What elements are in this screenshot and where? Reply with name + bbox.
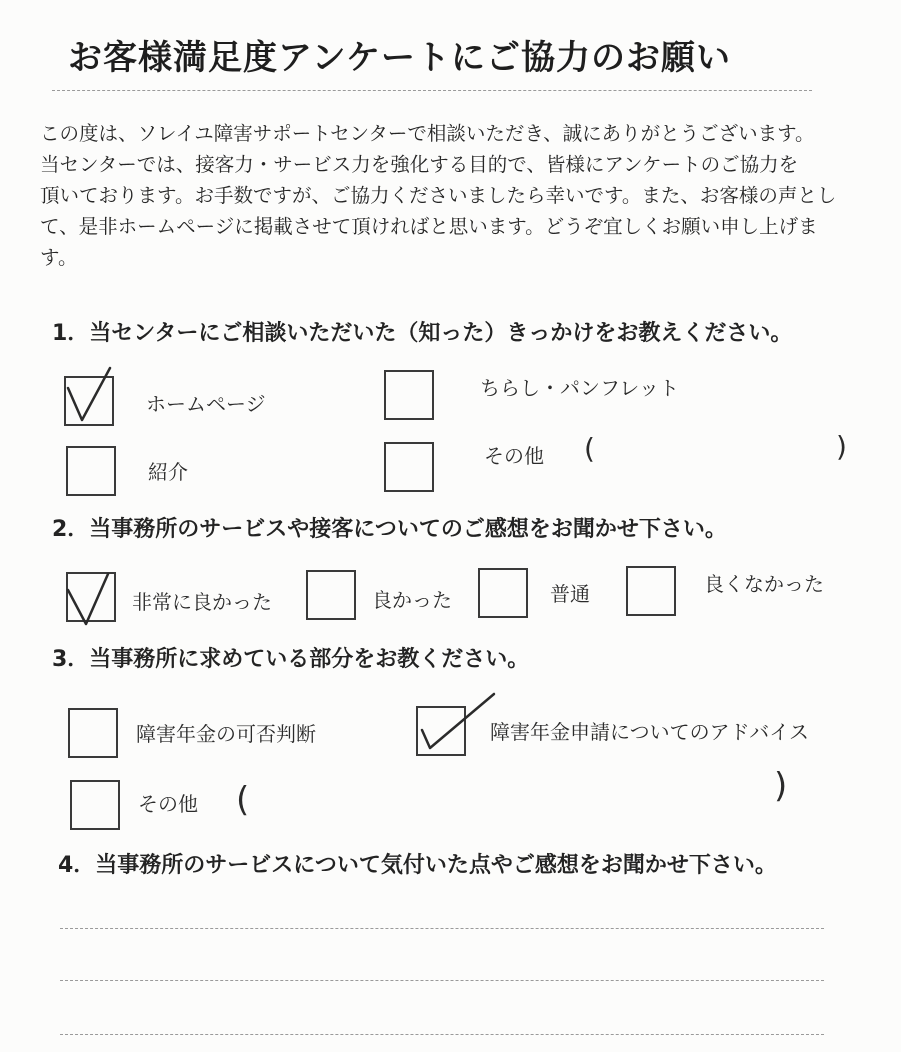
q2-not-good-checkbox[interactable]	[626, 566, 676, 616]
q1-flyer-checkbox[interactable]	[384, 370, 434, 420]
q1-referral-checkbox[interactable]	[66, 446, 116, 496]
intro-line: 当センターでは、接客力・サービス力を強化する目的で、皆様にアンケートのご協力を	[40, 153, 799, 176]
question-2-label: 2．当事務所のサービスや接客についてのご感想をお聞かせ下さい。	[52, 517, 727, 542]
q1-referral-label: 紹介	[148, 460, 188, 484]
intro-line: す。	[40, 246, 78, 269]
q2-normal-label: 普通	[550, 582, 590, 606]
q1-flyer-label: ちらし・パンフレット	[480, 376, 679, 400]
checkmark-icon	[60, 560, 120, 632]
q1-other-checkbox[interactable]	[384, 442, 434, 492]
intro-line: て、是非ホームページに掲載させて頂ければと思います。どうぞ宜しくお願い申し上げま	[40, 215, 818, 238]
question-4-label: 4．当事務所のサービスについて気付いた点やご感想をお聞かせ下さい。	[58, 853, 777, 878]
q3-advice-label: 障害年金申請についてのアドバイス	[490, 720, 809, 744]
intro-line: 頂いております。お手数ですが、ご協力くださいましたら幸いです。また、お客様の声とし	[40, 184, 837, 207]
title-divider	[52, 90, 812, 91]
q1-homepage-label: ホームページ	[146, 392, 266, 416]
question-1-label: 1．当センターにご相談いただいた（知った）きっかけをお教えください。	[52, 321, 793, 346]
q2-good-label: 良かった	[372, 588, 452, 612]
checkmark-icon	[410, 690, 500, 760]
answer-line[interactable]	[60, 928, 824, 929]
q3-eligibility-label: 障害年金の可否判断	[136, 722, 316, 746]
q1-other-label: その他	[484, 444, 544, 468]
q3-other-label: その他	[138, 792, 198, 816]
q2-very-good-label: 非常に良かった	[132, 590, 272, 614]
q1-other-paren-open: (	[584, 432, 595, 465]
q3-other-paren-close: )	[774, 766, 788, 806]
q1-other-paren-close: )	[836, 430, 847, 463]
intro-line: この度は、ソレイユ障害サポートセンターで相談いただき、誠にありがとうございます。	[40, 122, 815, 145]
answer-line[interactable]	[60, 1034, 824, 1035]
checkmark-icon	[58, 360, 128, 430]
q3-other-paren-open: (	[236, 780, 250, 820]
answer-line[interactable]	[60, 980, 824, 981]
form-title: お客様満足度アンケートにご協力のお願い	[68, 38, 731, 78]
question-3-label: 3．当事務所に求めている部分をお教ください。	[52, 647, 530, 672]
intro-paragraph	[40, 118, 836, 273]
q3-other-checkbox[interactable]	[70, 780, 120, 830]
q2-normal-checkbox[interactable]	[478, 568, 528, 618]
q3-eligibility-checkbox[interactable]	[68, 708, 118, 758]
q2-not-good-label: 良くなかった	[704, 572, 824, 596]
q2-good-checkbox[interactable]	[306, 570, 356, 620]
